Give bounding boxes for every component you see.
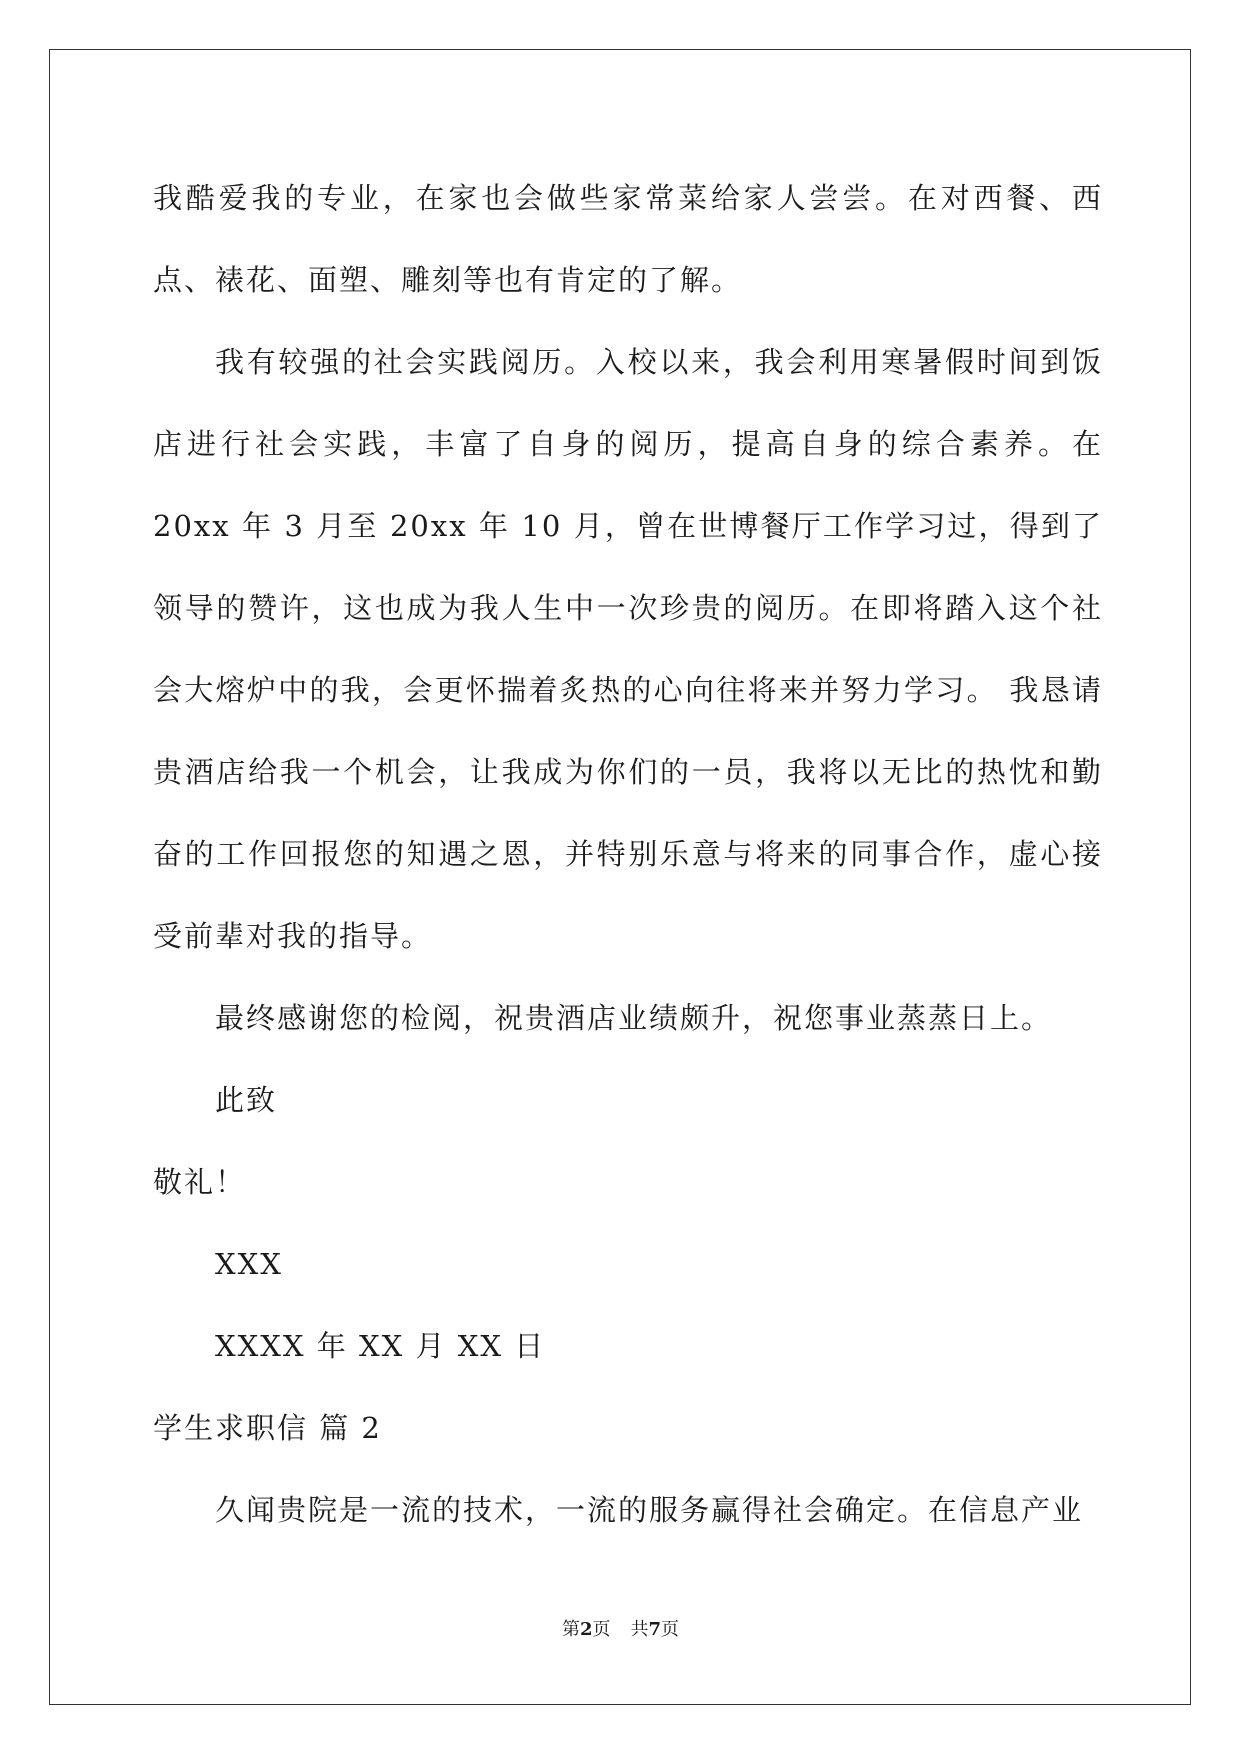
footer-page-number: 2	[579, 1619, 593, 1640]
section-heading: 学生求职信 篇 2	[153, 1411, 382, 1445]
paragraph-experience: 我有较强的社会实践阅历。入校以来，我会利用寒暑假时间到饭店进行社会实践，丰富了自身的阅历，提高自身的综合素养。在 20xx 年 3 月至 20xx 年 10 月，曾在世博餐厅工作学习过，得到了领导的赞许，这也成为我人生中一次珍贵的阅历。在即将踏入这个社会大熔炉中的我，会更怀揣着炙热的心向往将来并努力学习。 我恳请贵酒店给我一个机会，让我成为你们的一员，我将以无比的热忱和勤奋的工作回报您的知遇之恩，并特别乐意与将来的同事合作，虚心接受前辈对我的指导。	[153, 345, 1103, 953]
footer-total-pages: 7	[648, 1619, 662, 1640]
paragraph-profession: 我酷爱我的专业，在家也会做些家常菜给家人尝尝。在对西餐、西点、裱花、面塑、雕刻等也有肯定的了解。	[153, 181, 1103, 297]
footer-total-prefix: 共	[630, 1619, 649, 1640]
footer-prefix: 第	[561, 1619, 580, 1640]
footer-page-unit: 页	[592, 1619, 611, 1640]
footer-total-unit: 页	[661, 1619, 680, 1640]
page-footer	[0, 1618, 1241, 1642]
closing-salutation: 此致	[215, 1083, 278, 1117]
document-body	[153, 157, 1103, 1551]
signature-name: XXX	[215, 1247, 283, 1281]
paragraph-intro-2: 久闻贵院是一流的技术，一流的服务赢得社会确定。在信息产业	[215, 1493, 1084, 1527]
paragraph-thanks: 最终感谢您的检阅，祝贵酒店业绩颇升，祝您事业蒸蒸日上。	[215, 1001, 1053, 1035]
closing-regards: 敬礼！	[153, 1165, 247, 1199]
signature-date: XXXX 年 XX 月 XX 日	[215, 1329, 546, 1363]
